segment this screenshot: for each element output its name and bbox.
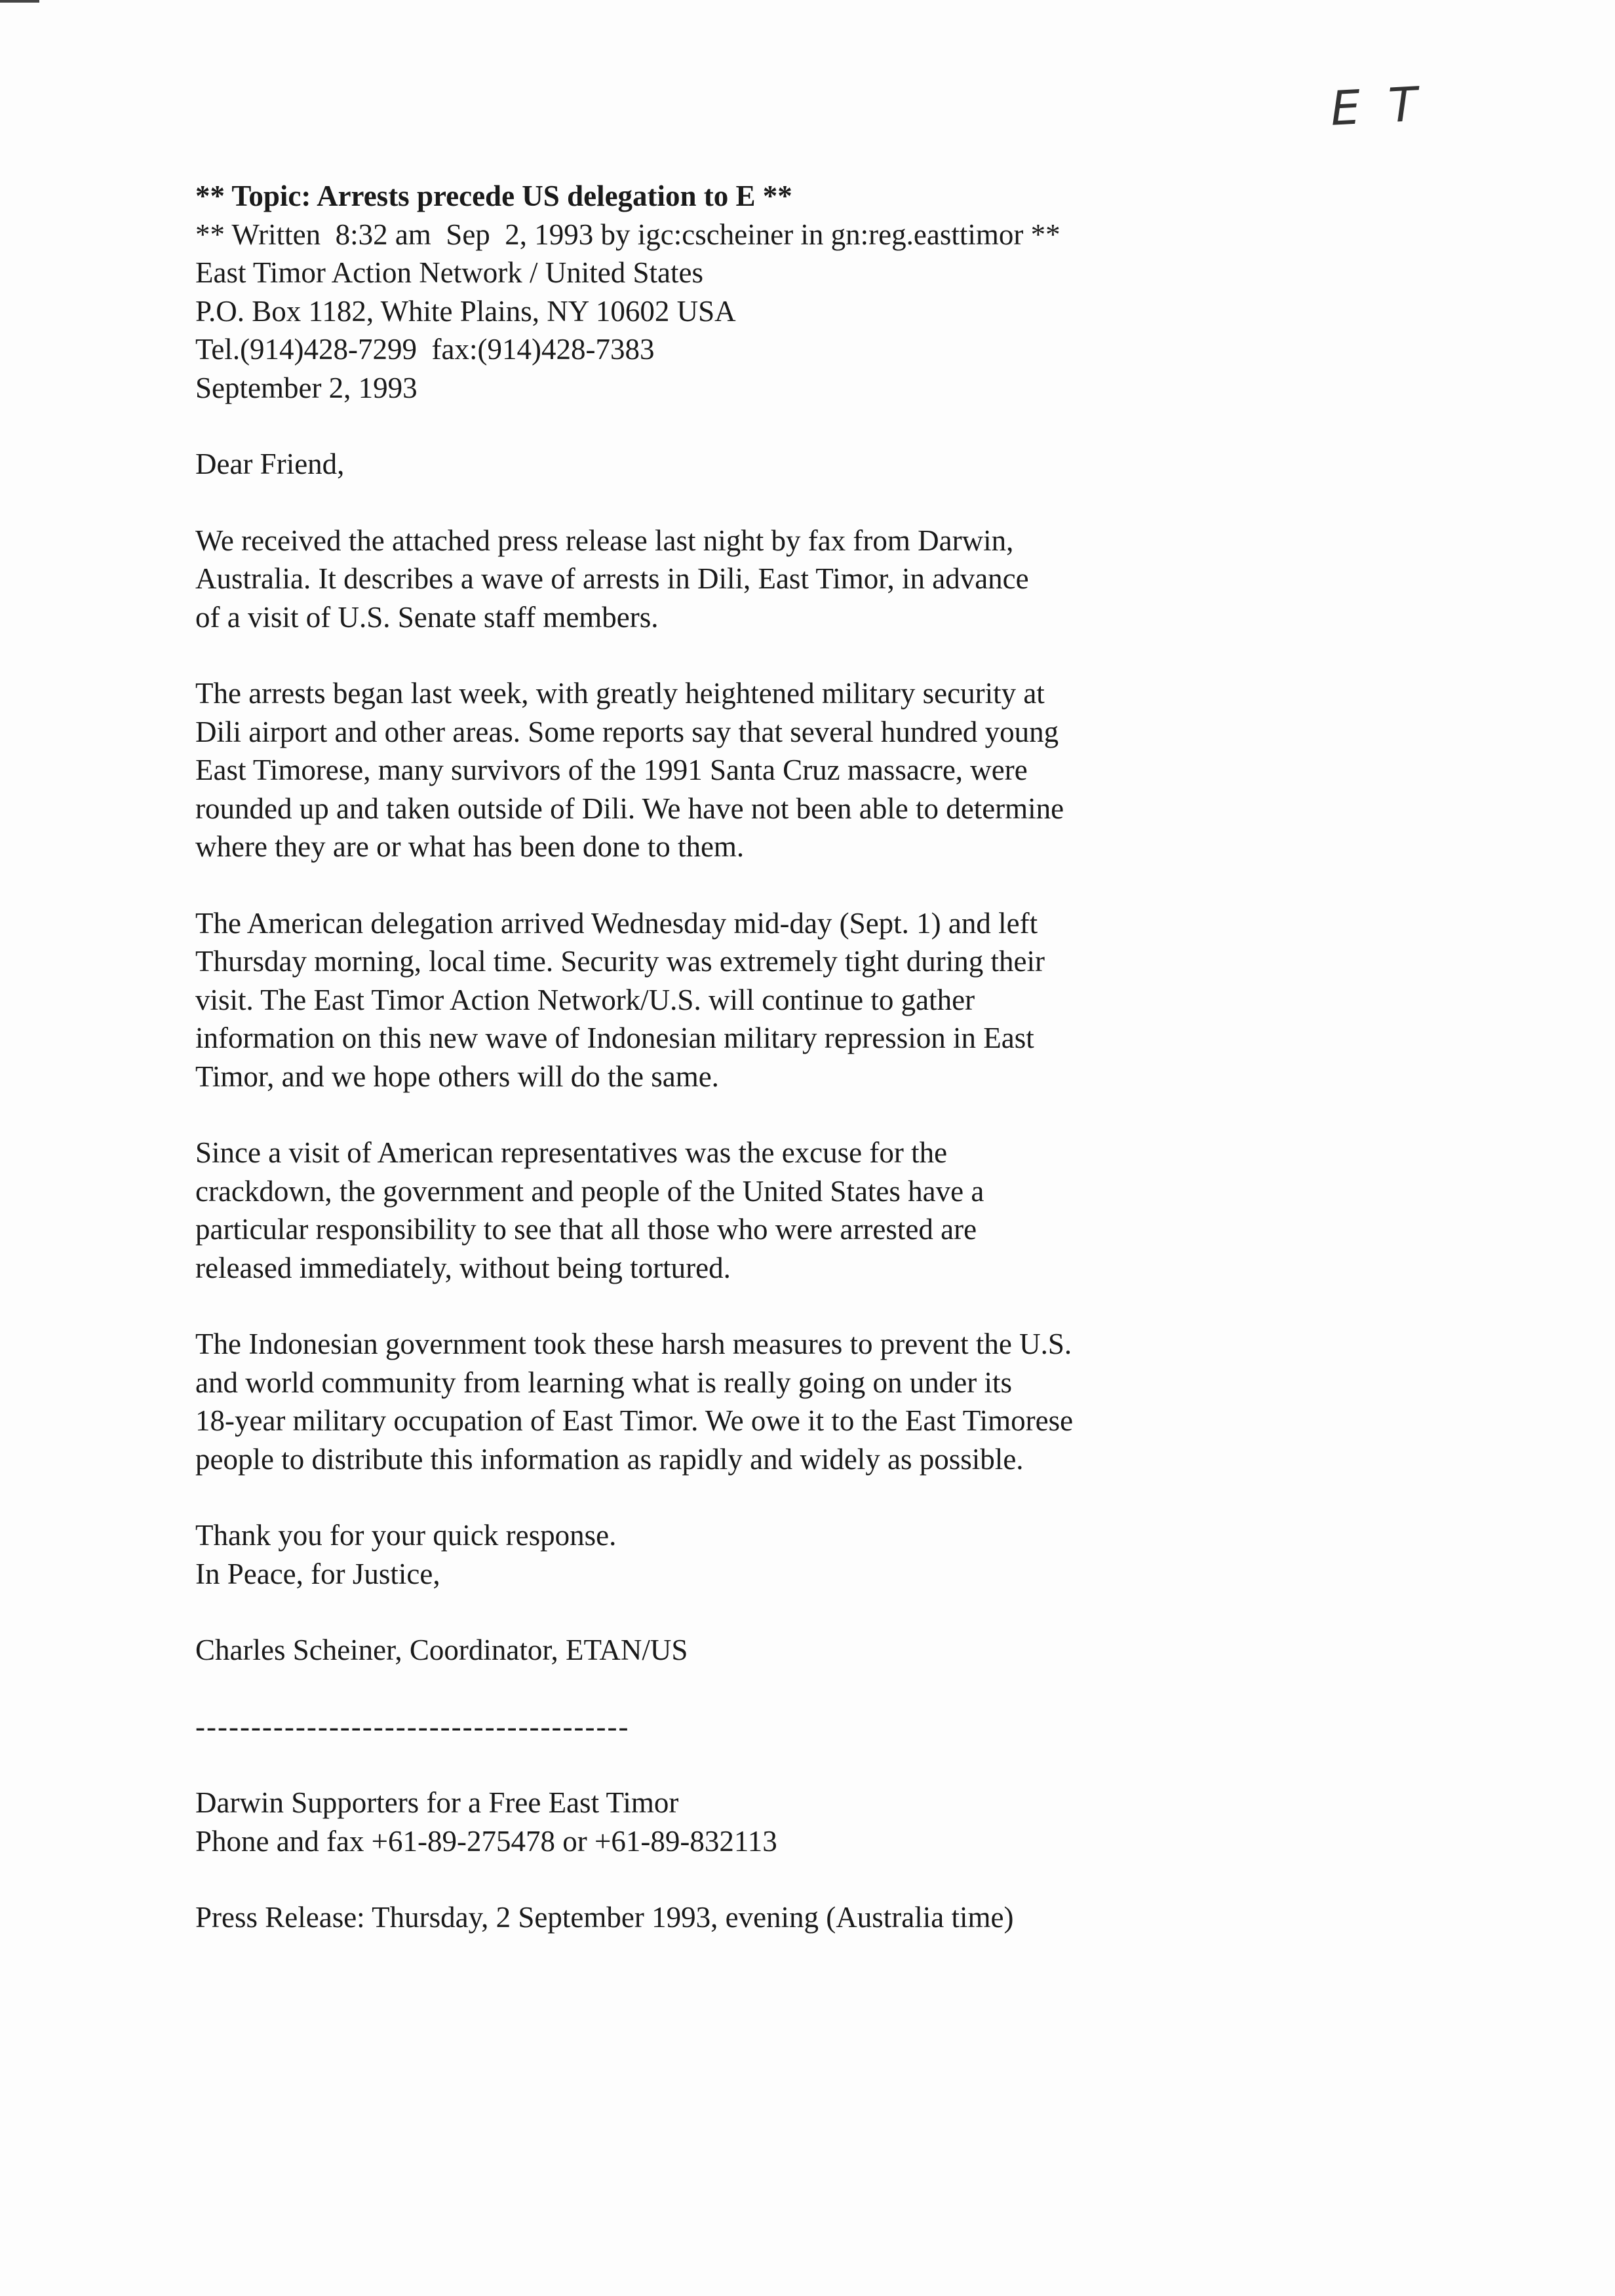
paragraph-line: particular responsibility to see that all those who were arrested are (195, 1213, 977, 1246)
paragraph-line: Australia. It describes a wave of arrests in Dili, East Timor, in advance (195, 562, 1029, 595)
paragraph-line: of a visit of U.S. Senate staff members. (195, 600, 659, 634)
salutation: Dear Friend, (195, 448, 345, 480)
paragraph-line: 18-year military occupation of East Timor. We owe it to the East Timorese (195, 1404, 1074, 1437)
separator-line: --------------------------------------- (195, 1710, 630, 1743)
paragraph-3 (195, 904, 1441, 1096)
paragraph-line: The American delegation arrived Wednesday mid-day (Sept. 1) and left (195, 906, 1038, 940)
paragraph-1 (195, 522, 1441, 637)
paragraph-line: Since a visit of American representatives was the excuse for the (195, 1136, 948, 1169)
paragraph-line: Dili airport and other areas. Some reports say that several hundred young (195, 715, 1059, 748)
paragraph-4 (195, 1134, 1441, 1287)
paragraph-line: We received the attached press release last night by fax from Darwin, (195, 524, 1014, 557)
closing (195, 1516, 1441, 1593)
org-line: East Timor Action Network / United States (195, 256, 703, 289)
footer-phone-line: Phone and fax +61-89-275478 or +61-89-832113 (195, 1824, 777, 1858)
address-line: P.O. Box 1182, White Plains, NY 10602 USA (195, 294, 736, 328)
press-release-header (195, 1784, 1441, 1860)
footer-org-line: Darwin Supporters for a Free East Timor (195, 1786, 679, 1819)
paragraph-line: where they are or what has been done to them. (195, 830, 745, 863)
handwritten-mark: E T (1329, 76, 1426, 136)
paragraph-line: crackdown, the government and people of the United States have a (195, 1174, 984, 1208)
paragraph-line: information on this new wave of Indonesian military repression in East (195, 1022, 1034, 1054)
scan-edge-mark (0, 0, 39, 3)
letter-body (195, 177, 1441, 1937)
paragraph-5 (195, 1325, 1441, 1478)
paragraph-line: and world community from learning what is really going on under its (195, 1366, 1013, 1399)
press-release-line: Press Release: Thursday, 2 September 1993, evening (Australia time) (195, 1901, 1014, 1934)
paragraph-2 (195, 674, 1441, 866)
paragraph-line: released immediately, without being tortured. (195, 1251, 731, 1284)
paragraph-line: The arrests began last week, with greatly heightened military security at (195, 677, 1045, 710)
paragraph-line: visit. The East Timor Action Network/U.S. will continue to gather (195, 983, 975, 1016)
thanks-line: Thank you for your quick response. (195, 1519, 617, 1552)
paragraph-line: people to distribute this information as rapidly and widely as possible. (195, 1442, 1024, 1476)
paragraph-line: Thursday morning, local time. Security was extremely tight during their (195, 945, 1045, 978)
signature-line: Charles Scheiner, Coordinator, ETAN/US (195, 1634, 688, 1666)
paragraph-line: The Indonesian government took these harsh measures to prevent the U.S. (195, 1328, 1072, 1360)
paragraph-line: rounded up and taken outside of Dili. We have not been able to determine (195, 792, 1064, 825)
paragraph-line: East Timorese, many survivors of the 1991 Santa Cruz massacre, were (195, 754, 1028, 786)
date-line: September 2, 1993 (195, 371, 418, 404)
sign-off-line: In Peace, for Justice, (195, 1557, 440, 1590)
phone-line: Tel.(914)428-7299 fax:(914)428-7383 (195, 333, 655, 366)
written-line: ** Written 8:32 am Sep 2, 1993 by igc:cscheiner in gn:reg.easttimor ** (195, 218, 1060, 251)
letter-header (195, 177, 1441, 407)
topic-line: ** Topic: Arrests precede US delegation to E ** (195, 180, 792, 212)
paragraph-line: Timor, and we hope others will do the same. (195, 1060, 719, 1093)
